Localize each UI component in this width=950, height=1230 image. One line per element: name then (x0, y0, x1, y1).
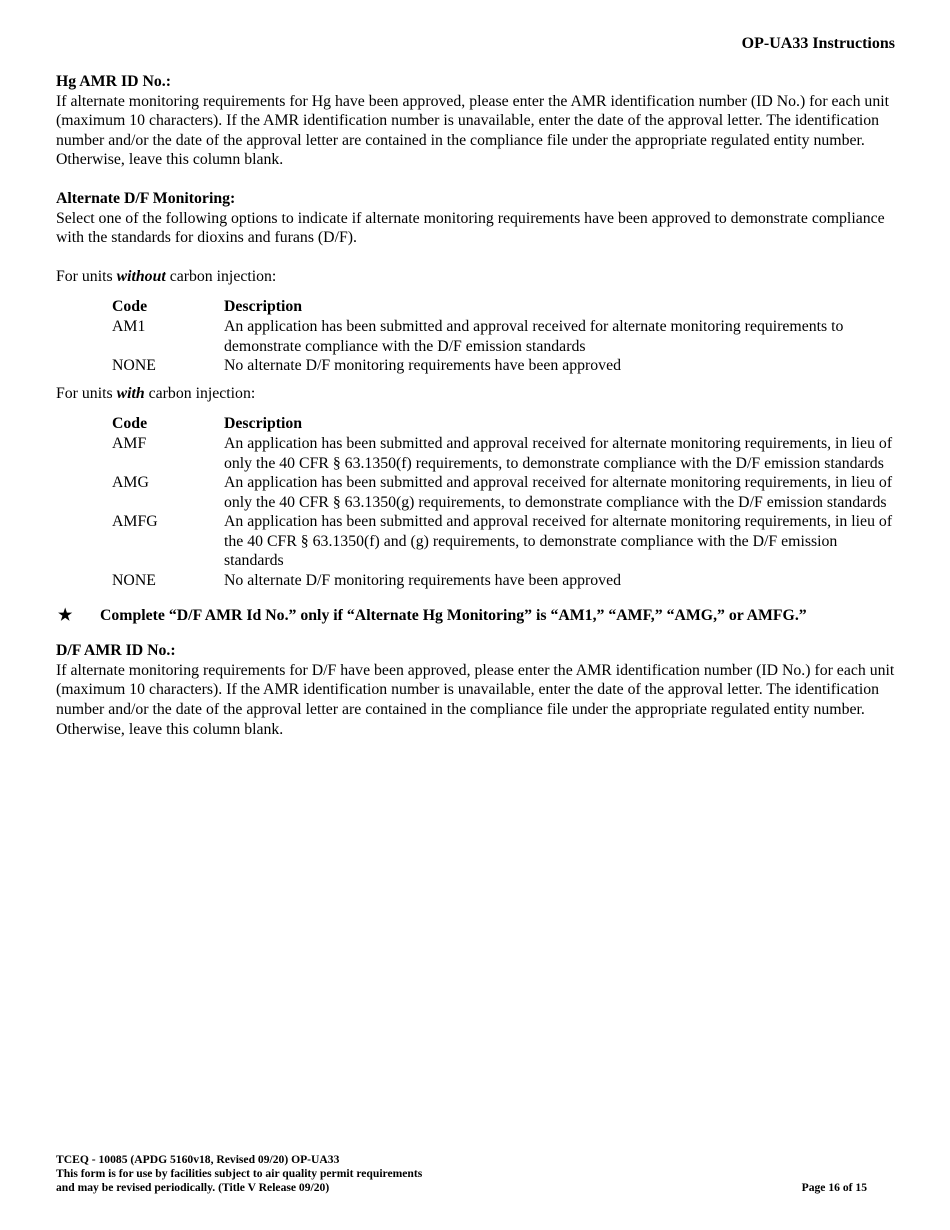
with-carbon-code-table (112, 414, 896, 590)
code-row (112, 356, 896, 376)
code-value: AMF (112, 434, 147, 452)
with-carbon-intro (56, 384, 896, 404)
completion-note (56, 606, 896, 626)
star-icon: ★ (58, 606, 73, 624)
intro-post: carbon injection: (144, 384, 256, 402)
code-value: NONE (112, 572, 156, 590)
code-description: No alternate D/F monitoring requirements have been approved (224, 357, 621, 375)
code-description: An application has been submitted and approval received for alternate monitoring requirements, in lieu of only the 40 CFR § 63.1350(g) requirements, to demonstrate compliance with the D/F emission standards (224, 474, 893, 511)
code-value: AMG (112, 474, 149, 492)
code-value: AMFG (112, 513, 158, 531)
code-table-header (112, 297, 896, 317)
code-description: An application has been submitted and approval received for alternate monitoring requirements to demonstrate compliance with the D/F emission standards (224, 317, 844, 355)
page-number: Page 16 of 15 (801, 1181, 867, 1194)
code-description: An application has been submitted and approval received for alternate monitoring requirements, in lieu of the 40 CFR § 63.1350(f) and (g) requirements, to demonstrate compliance with the D/F emission standards (224, 513, 893, 570)
intro-pre: For units (56, 267, 117, 285)
hg-amr-title: Hg AMR ID No.: (56, 73, 171, 90)
code-description: An application has been submitted and approval received for alternate monitoring requirements, in lieu of only the 40 CFR § 63.1350(f) requirements, to demonstrate compliance with the D/F emission standards (224, 434, 893, 472)
code-description: No alternate D/F monitoring requirements have been approved (224, 572, 621, 590)
df-amr-body: If alternate monitoring requirements for D/F have been approved, please enter the AMR identification number (ID No.) for each unit (maximum 10 characters). If the AMR identification number is unavailable, enter the date of the approval letter. The identification number and/or the date of the approval letter are contained in the compliance file under the appropriate regulated entity number. Otherwise, leave this column blank. (56, 661, 895, 738)
alt-df-body: Select one of the following options to indicate if alternate monitoring requirements have been approved to demonstrate compliance with the standards for dioxins and furans (D/F). (56, 209, 885, 247)
description-header: Description (224, 415, 303, 433)
footer-line-3: and may be revised periodically. (Title V Release 09/20) (56, 1181, 330, 1195)
footer-line-1: TCEQ - 10085 (APDG 5160v18, Revised 09/20) OP-UA33 (56, 1153, 340, 1166)
hg-amr-body: If alternate monitoring requirements for Hg have been approved, please enter the AMR identification number (ID No.) for each unit (maximum 10 characters). If the AMR identification number is unavailable, enter the date of the approval letter. The identification number and/or the date of the approval letter are contained in the compliance file under the appropriate regulated entity number. Otherwise, leave this column blank. (56, 92, 889, 169)
completion-note-text: Complete “D/F AMR Id No.” only if “Alternate Hg Monitoring” is “AM1,” “AMF,” “AMG,” or AMFG.” (100, 606, 807, 624)
code-table-header (112, 414, 896, 434)
code-row (112, 571, 896, 591)
page-header-title: OP-UA33 Instructions (741, 35, 895, 52)
code-row (112, 434, 896, 473)
intro-pre: For units (56, 384, 117, 402)
footer-form-info (56, 1153, 422, 1196)
intro-emphasis: without (116, 267, 166, 285)
intro-post: carbon injection: (165, 267, 277, 285)
intro-emphasis: with (116, 384, 145, 402)
description-header: Description (224, 298, 303, 316)
alt-df-title: Alternate D/F Monitoring: (56, 189, 236, 207)
code-row (112, 317, 896, 356)
code-row (112, 473, 896, 512)
code-header: Code (112, 415, 148, 433)
code-row (112, 512, 896, 571)
footer-line-2: This form is for use by facilities subject to air quality permit requirements (56, 1167, 423, 1181)
code-header: Code (112, 298, 148, 316)
code-value: AM1 (112, 317, 146, 335)
df-amr-title: D/F AMR ID No.: (56, 642, 176, 660)
main-content (56, 72, 896, 739)
without-carbon-code-table (112, 297, 896, 375)
without-carbon-intro (56, 267, 896, 287)
code-value: NONE (112, 357, 156, 375)
